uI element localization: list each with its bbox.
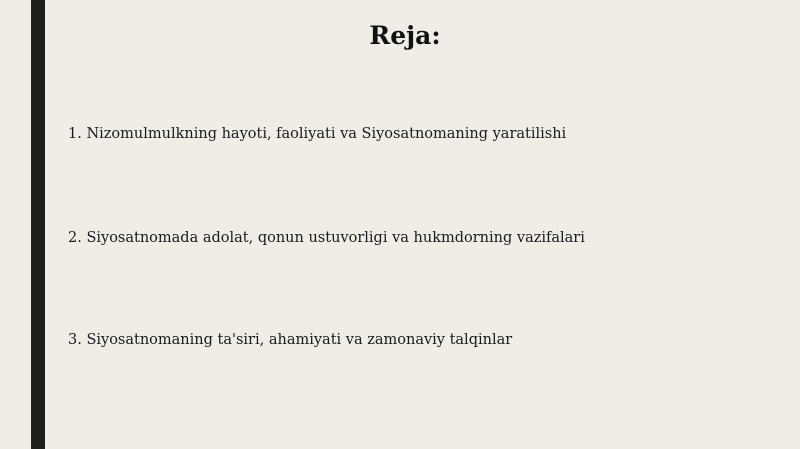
plan-item-2: 2. Siyosatnomada adolat, qonun ustuvorligi va hukmdorning vazifalari bbox=[68, 230, 585, 246]
accent-bar bbox=[31, 0, 45, 449]
slide-title: Reja: bbox=[369, 21, 441, 50]
plan-item-1: 1. Nizomulmulkning hayoti, faoliyati va Siyosatnomaning yaratilishi bbox=[68, 126, 567, 142]
plan-item-3: 3. Siyosatnomaning ta'siri, ahamiyati va zamonaviy talqinlar bbox=[68, 332, 513, 348]
